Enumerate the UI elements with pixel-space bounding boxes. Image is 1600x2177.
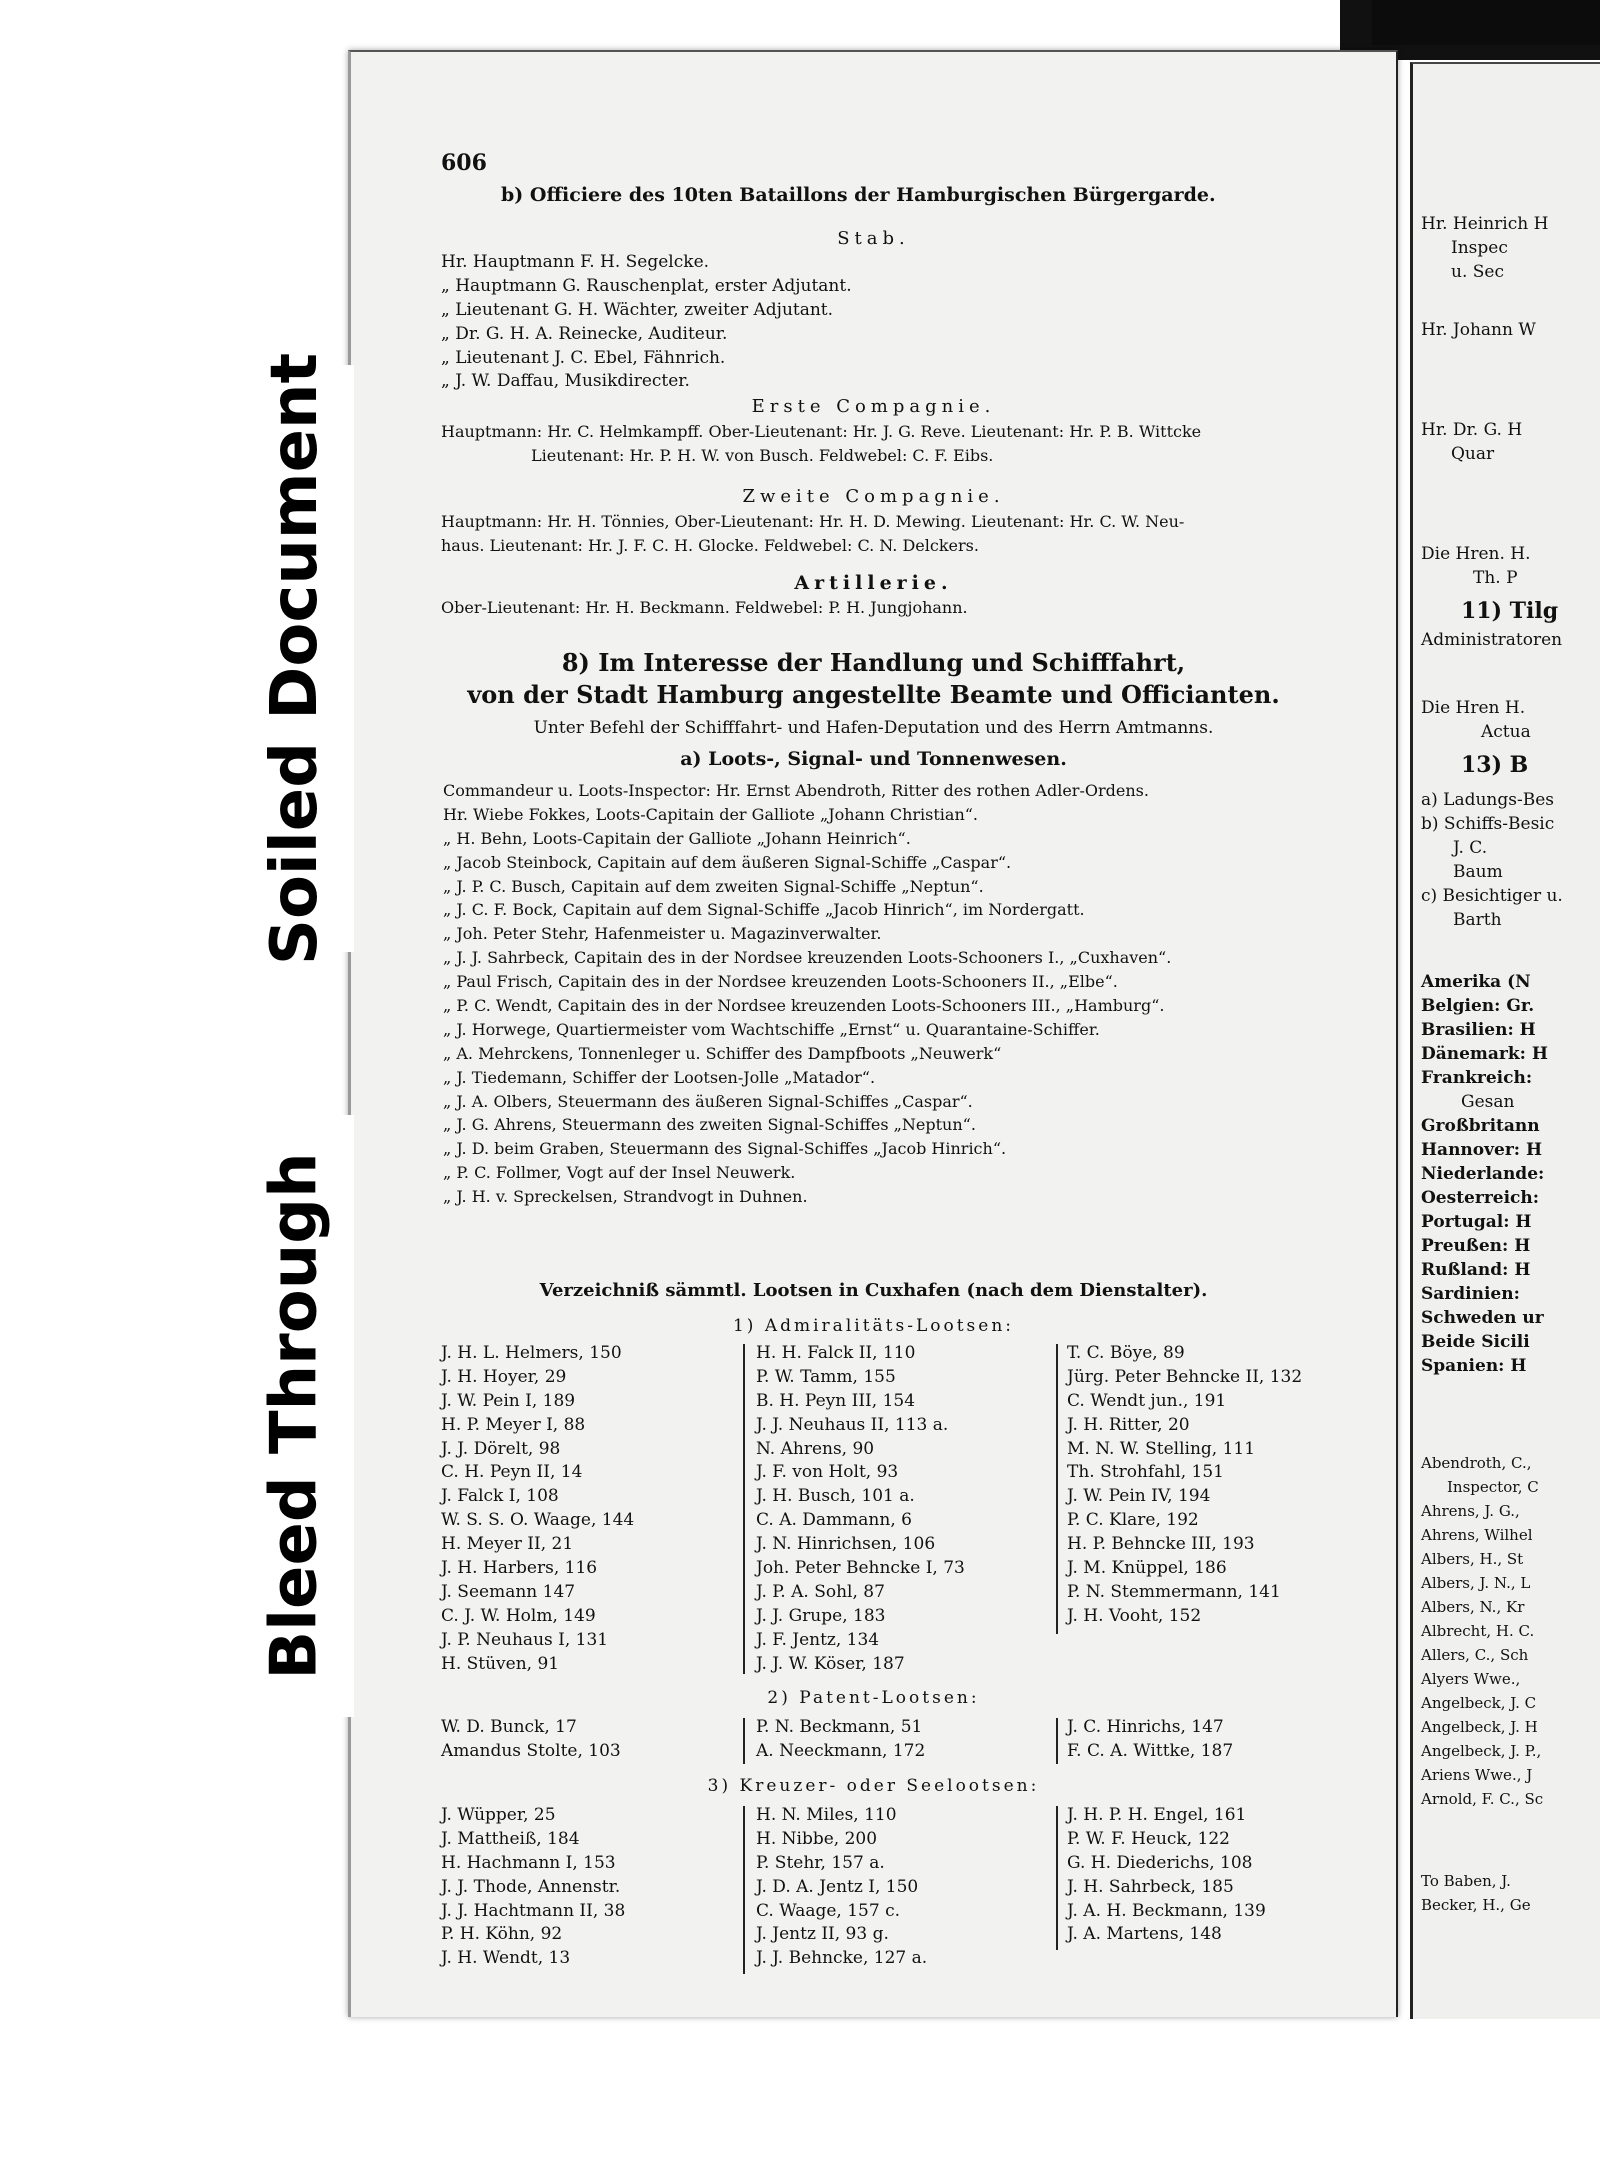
stab-line: „ Lieutenant G. H. Wächter, zweiter Adjutant. xyxy=(441,299,834,320)
pilot-entry: H. P. Meyer I, 88 xyxy=(441,1414,586,1435)
artillerie-heading: Artillerie. xyxy=(794,572,953,594)
np-die-hren: Die Hren H. xyxy=(1421,698,1526,718)
pilot-entry: Th. Strohfahl, 151 xyxy=(1067,1462,1224,1483)
pilot-entry: J. H. Ritter, 20 xyxy=(1067,1414,1190,1435)
np-country: Dänemark: H xyxy=(1421,1044,1548,1064)
np-line: Hr. Johann W xyxy=(1421,320,1536,340)
np-line: Die Hren. H. xyxy=(1421,544,1531,564)
pilot-entry: F. C. A. Wittke, 187 xyxy=(1067,1740,1234,1761)
np-name: To Baben, J. xyxy=(1421,1872,1511,1890)
pilot-entry: H. H. Falck II, 110 xyxy=(756,1343,916,1363)
pilot-entry: J. A. H. Beckmann, 139 xyxy=(1067,1900,1266,1921)
soiled-document-label: Soiled Document xyxy=(258,352,332,965)
admiral-heading: 1) Admiralitäts-Lootsen: xyxy=(732,1316,1015,1336)
column-divider xyxy=(743,1344,745,1674)
pilot-entry: H. Nibbe, 200 xyxy=(756,1828,878,1849)
pilot-entry: W. S. S. O. Waage, 144 xyxy=(441,1510,635,1531)
pilot-entry: Amandus Stolte, 103 xyxy=(441,1740,621,1761)
pilot-entry: H. P. Behncke III, 193 xyxy=(1067,1534,1255,1555)
erste-line-1: Hauptmann: Hr. C. Helmkampff. Ober-Lieutenant: Hr. J. G. Reve. Lieutenant: Hr. P. B. Wittcke xyxy=(441,422,1202,441)
np-13-line: J. C. xyxy=(1453,838,1488,858)
patent-col-1 xyxy=(441,1716,621,1764)
np-line: Inspec xyxy=(1451,238,1508,258)
np-country: Portugal: H xyxy=(1421,1212,1532,1232)
section-a-list xyxy=(443,779,1171,1209)
pilot-entry: J. J. Neuhaus II, 113 a. xyxy=(756,1414,949,1435)
stab-line: „ J. W. Daffau, Musikdirecter. xyxy=(441,371,690,392)
column-divider xyxy=(743,1806,745,1974)
pilot-entry: J. F. von Holt, 93 xyxy=(756,1462,899,1483)
np-country: Preußen: H xyxy=(1421,1236,1531,1256)
np-heading-11: 11) Tilg xyxy=(1461,598,1559,624)
a-line: „ J. G. Ahrens, Steuermann des zweiten Signal-Schiffes „Neptun“. xyxy=(443,1115,976,1135)
a-line: „ P. C. Follmer, Vogt auf der Insel Neuwerk. xyxy=(443,1163,796,1183)
pilot-entry: J. W. Pein IV, 194 xyxy=(1067,1486,1211,1507)
np-name: Becker, H., Ge xyxy=(1421,1896,1531,1914)
np-name: Albers, J. N., L xyxy=(1421,1574,1531,1592)
pilot-entry: P. N. Stemmermann, 141 xyxy=(1067,1581,1281,1602)
pilot-entry: C. Waage, 157 c. xyxy=(756,1900,901,1921)
pilot-entry: J. J. W. Köser, 187 xyxy=(756,1653,905,1674)
pilot-entry: J. W. Pein I, 189 xyxy=(441,1390,576,1411)
pilot-entry: P. W. F. Heuck, 122 xyxy=(1067,1828,1230,1849)
np-name: Ahrens, Wilhel xyxy=(1421,1526,1533,1544)
a-line: „ J. Tiedemann, Schiffer der Lootsen-Jolle „Matador“. xyxy=(443,1067,876,1087)
pilot-entry: J. N. Hinrichsen, 106 xyxy=(756,1534,936,1555)
artillerie-line: Ober-Lieutenant: Hr. H. Beckmann. Feldwebel: P. H. Jungjohann. xyxy=(441,598,968,617)
pilot-entry: Jürg. Peter Behncke II, 132 xyxy=(1067,1366,1303,1387)
kreuzer-col-2 xyxy=(756,1804,927,1971)
a-line: „ J. Horwege, Quartiermeister vom Wachtschiffe „Ernst“ u. Quarantaine-Schiffer. xyxy=(443,1019,1100,1039)
pilot-entry: J. H. Hoyer, 29 xyxy=(441,1366,567,1387)
np-actua: Actua xyxy=(1481,722,1531,742)
pilot-entry: J. H. Busch, 101 a. xyxy=(756,1486,915,1507)
pilot-entry: J. Mattheiß, 184 xyxy=(441,1828,580,1849)
pilot-entry: J. H. L. Helmers, 150 xyxy=(441,1343,622,1363)
np-country: Spanien: H xyxy=(1421,1356,1527,1376)
pilot-entry: J. H. P. H. Engel, 161 xyxy=(1067,1805,1247,1825)
np-13-line: Baum xyxy=(1453,862,1503,882)
pilot-entry: J. D. A. Jentz I, 150 xyxy=(756,1876,919,1897)
pilot-entry: J. H. Vooht, 152 xyxy=(1067,1605,1202,1626)
pilot-entry: W. D. Bunck, 17 xyxy=(441,1717,577,1737)
a-line: „ J. P. C. Busch, Capitain auf dem zweiten Signal-Schiffe „Neptun“. xyxy=(443,876,984,896)
pilot-entry: H. Stüven, 91 xyxy=(441,1653,560,1674)
np-name: Allers, C., Sch xyxy=(1421,1646,1529,1664)
stab-line: „ Lieutenant J. C. Ebel, Fähnrich. xyxy=(441,347,726,368)
admiral-col-3 xyxy=(1067,1342,1302,1629)
pilot-entry: H. N. Miles, 110 xyxy=(756,1805,897,1825)
np-country: Brasilien: H xyxy=(1421,1020,1536,1040)
kreuzer-heading: 3) Kreuzer- oder Seelootsen: xyxy=(707,1776,1040,1796)
pilot-entry: J. J. Grupe, 183 xyxy=(756,1605,886,1626)
pilot-entry: M. N. W. Stelling, 111 xyxy=(1067,1438,1256,1459)
np-name: Albers, N., Kr xyxy=(1421,1598,1525,1616)
pilot-entry: J. M. Knüppel, 186 xyxy=(1067,1558,1227,1579)
np-country: Niederlande: xyxy=(1421,1164,1545,1184)
np-country: Amerika (N xyxy=(1421,972,1531,992)
facing-page xyxy=(1410,62,1600,2019)
bleed-through-tag xyxy=(236,1115,354,1717)
stab-line: „ Hauptmann G. Rauschenplat, erster Adjutant. xyxy=(441,275,852,296)
patent-col-2 xyxy=(756,1716,925,1764)
np-line: Quar xyxy=(1451,444,1495,464)
np-country: Belgien: Gr. xyxy=(1421,996,1535,1016)
stab-heading: Stab. xyxy=(837,228,910,249)
pilot-entry: J. H. Harbers, 116 xyxy=(441,1558,598,1579)
np-country: Frankreich: xyxy=(1421,1068,1533,1088)
zweite-line-2: haus. Lieutenant: Hr. J. F. C. H. Glocke. Feldwebel: C. N. Delckers. xyxy=(441,536,979,555)
pilot-entry: P. Stehr, 157 a. xyxy=(756,1852,885,1873)
column-divider xyxy=(1056,1806,1058,1950)
section-8-subtitle: Unter Befehl der Schifffahrt- und Hafen-Deputation und des Herrn Amtmanns. xyxy=(533,718,1214,738)
admiral-col-1 xyxy=(441,1342,634,1676)
np-heading-13: 13) B xyxy=(1461,752,1529,778)
pilot-entry: J. J. Hachtmann II, 38 xyxy=(441,1900,626,1921)
pilot-entry: C. Wendt jun., 191 xyxy=(1067,1390,1227,1411)
pilot-entry: J. Seemann 147 xyxy=(441,1581,576,1602)
column-divider xyxy=(743,1718,745,1764)
pilot-entry: P. C. Klare, 192 xyxy=(1067,1510,1199,1531)
a-line: „ Joh. Peter Stehr, Hafenmeister u. Magazinverwalter. xyxy=(443,924,882,944)
pilot-entry: J. Falck I, 108 xyxy=(441,1486,559,1507)
np-13-line: Barth xyxy=(1453,910,1502,930)
page-number: 606 xyxy=(441,150,487,176)
zweite-line-1: Hauptmann: Hr. H. Tönnies, Ober-Lieutenant: Hr. H. D. Mewing. Lieutenant: Hr. C. W. Neu- xyxy=(441,512,1185,531)
section-a-heading: a) Loots-, Signal- und Tonnenwesen. xyxy=(680,748,1067,770)
np-line: Hr. Dr. G. H xyxy=(1421,420,1523,440)
stab-line: „ Dr. G. H. A. Reinecke, Auditeur. xyxy=(441,323,728,344)
pilot-entry: J. C. Hinrichs, 147 xyxy=(1067,1717,1224,1737)
pilot-entry: Joh. Peter Behncke I, 73 xyxy=(756,1558,965,1579)
a-line: „ J. D. beim Graben, Steuermann des Signal-Schiffes „Jacob Hinrich“. xyxy=(443,1139,1007,1159)
np-line: u. Sec xyxy=(1451,262,1504,282)
pilot-entry: J. H. Wendt, 13 xyxy=(441,1948,571,1969)
erste-heading: Erste Compagnie. xyxy=(751,396,996,417)
np-name: Angelbeck, J. C xyxy=(1421,1694,1537,1712)
pilot-entry: J. F. Jentz, 134 xyxy=(756,1629,880,1650)
page-content xyxy=(351,52,1396,2017)
section-8-title-1: 8) Im Interesse der Handlung und Schifffahrt, xyxy=(561,648,1186,677)
stab-line: Hr. Hauptmann F. H. Segelcke. xyxy=(441,252,710,272)
np-name: Ahrens, J. G., xyxy=(1421,1502,1520,1520)
pilot-entry: N. Ahrens, 90 xyxy=(756,1438,875,1459)
kreuzer-col-3 xyxy=(1067,1804,1266,1947)
a-line: Commandeur u. Loots-Inspector: Hr. Ernst Abendroth, Ritter des rothen Adler-Ordens. xyxy=(443,781,1149,800)
pilot-entry: C. A. Dammann, 6 xyxy=(756,1510,912,1531)
a-line: „ J. H. v. Spreckelsen, Strandvogt in Duhnen. xyxy=(443,1187,808,1207)
document-page xyxy=(348,50,1398,2017)
np-name: Alyers Wwe., xyxy=(1421,1670,1521,1688)
np-13-line: b) Schiffs-Besic xyxy=(1421,814,1555,834)
a-line: „ A. Mehrckens, Tonnenleger u. Schiffer des Dampfboots „Neuwerk“ xyxy=(443,1043,1002,1063)
section-b-title-text: b) Officiere des 10ten Bataillons der Hamburgischen Bürgergarde. xyxy=(501,184,1216,206)
np-name: Inspector, C xyxy=(1447,1478,1539,1496)
a-line: „ Jacob Steinbock, Capitain auf dem äußeren Signal-Schiffe „Caspar“. xyxy=(443,852,1012,872)
a-line: „ J. J. Sahrbeck, Capitain des in der Nordsee kreuzenden Loots-Schooners I., „Cuxhaven“. xyxy=(443,948,1172,968)
np-admin: Administratoren xyxy=(1421,630,1563,650)
scanner-bar xyxy=(1372,0,1600,45)
pilot-entry: P. H. Köhn, 92 xyxy=(441,1924,563,1945)
bleed-through-label: Bleed Through xyxy=(258,1152,332,1680)
admiral-col-2 xyxy=(756,1342,965,1676)
pilot-entry: J. Wüpper, 25 xyxy=(441,1805,556,1825)
pilot-entry: P. N. Beckmann, 51 xyxy=(756,1717,923,1737)
zweite-heading: Zweite Compagnie. xyxy=(742,486,1005,507)
np-line: Th. P xyxy=(1473,568,1518,588)
np-country: Oesterreich: xyxy=(1421,1188,1540,1208)
np-name: Angelbeck, J. P., xyxy=(1421,1742,1542,1760)
a-line: „ J. C. F. Bock, Capitain auf dem Signal-Schiffe „Jacob Hinrich“, im Nordergatt. xyxy=(443,900,1085,920)
np-name: Abendroth, C., xyxy=(1421,1454,1532,1472)
np-country: Schweden ur xyxy=(1421,1308,1544,1328)
pilot-entry: T. C. Böye, 89 xyxy=(1067,1343,1185,1363)
np-country: Rußland: H xyxy=(1421,1260,1531,1280)
np-country: Gesan xyxy=(1461,1092,1515,1112)
a-line: Hr. Wiebe Fokkes, Loots-Capitain der Galliote „Johann Christian“. xyxy=(443,804,979,824)
pilot-entry: G. H. Diederichs, 108 xyxy=(1067,1852,1253,1873)
a-line: „ H. Behn, Loots-Capitain der Galliote „Johann Heinrich“. xyxy=(443,828,911,848)
pilot-entry: J. Jentz II, 93 g. xyxy=(756,1924,889,1945)
np-name: Albers, H., St xyxy=(1421,1550,1524,1568)
np-country: Großbritann xyxy=(1421,1116,1540,1136)
np-name: Arnold, F. C., Sc xyxy=(1421,1790,1544,1808)
section-8-title-2: von der Stadt Hamburg angestellte Beamte und Officianten. xyxy=(467,680,1280,709)
np-country: Hannover: H xyxy=(1421,1140,1543,1160)
np-country: Sardinien: xyxy=(1421,1284,1520,1304)
np-name: Albrecht, H. C. xyxy=(1421,1622,1535,1640)
column-divider xyxy=(1056,1718,1058,1764)
pilot-entry: J. P. A. Sohl, 87 xyxy=(756,1581,885,1602)
pilot-entry: J. A. Martens, 148 xyxy=(1067,1924,1222,1945)
pilot-entry: J. J. Thode, Annenstr. xyxy=(441,1876,621,1897)
pilot-entry: H. Hachmann I, 153 xyxy=(441,1852,616,1873)
pilot-entry: J. H. Sahrbeck, 185 xyxy=(1067,1876,1234,1897)
np-13-line: c) Besichtiger u. xyxy=(1421,886,1563,906)
soiled-document-tag xyxy=(236,352,354,965)
a-line: „ P. C. Wendt, Capitain des in der Nordsee kreuzenden Loots-Schooners III., „Hamburg“. xyxy=(443,996,1165,1016)
np-name: Angelbeck, J. H xyxy=(1421,1718,1538,1736)
pilot-entry: A. Neeckmann, 172 xyxy=(756,1740,926,1761)
a-line: „ J. A. Olbers, Steuermann des äußeren Signal-Schiffes „Caspar“. xyxy=(443,1091,973,1111)
np-13-line: a) Ladungs-Bes xyxy=(1421,790,1555,810)
pilot-entry: P. W. Tamm, 155 xyxy=(756,1366,896,1387)
np-name: Ariens Wwe., J xyxy=(1421,1766,1533,1784)
a-line: „ Paul Frisch, Capitain des in der Nordsee kreuzenden Loots-Schooners II., „Elbe“. xyxy=(443,972,1118,992)
verzeichnis-heading: Verzeichniß sämmtl. Lootsen in Cuxhafen (nach dem Dienstalter). xyxy=(539,1280,1208,1301)
pilot-entry: H. Meyer II, 21 xyxy=(441,1534,574,1555)
pilot-entry: C. H. Peyn II, 14 xyxy=(441,1462,583,1483)
pilot-entry: J. J. Behncke, 127 a. xyxy=(756,1948,928,1969)
patent-col-3 xyxy=(1067,1716,1233,1764)
pilot-entry: B. H. Peyn III, 154 xyxy=(756,1390,916,1411)
patent-heading: 2) Patent-Lootsen: xyxy=(767,1688,980,1708)
np-line: Hr. Heinrich H xyxy=(1421,214,1549,234)
column-divider xyxy=(1056,1344,1058,1634)
erste-line-2: Lieutenant: Hr. P. H. W. von Busch. Feldwebel: C. F. Eibs. xyxy=(531,446,994,465)
stab-list xyxy=(441,250,852,393)
kreuzer-col-1 xyxy=(441,1804,625,1971)
pilot-entry: J. J. Dörelt, 98 xyxy=(441,1438,561,1459)
np-country: Beide Sicili xyxy=(1421,1332,1530,1352)
pilot-entry: C. J. W. Holm, 149 xyxy=(441,1605,596,1626)
pilot-entry: J. P. Neuhaus I, 131 xyxy=(441,1629,609,1650)
